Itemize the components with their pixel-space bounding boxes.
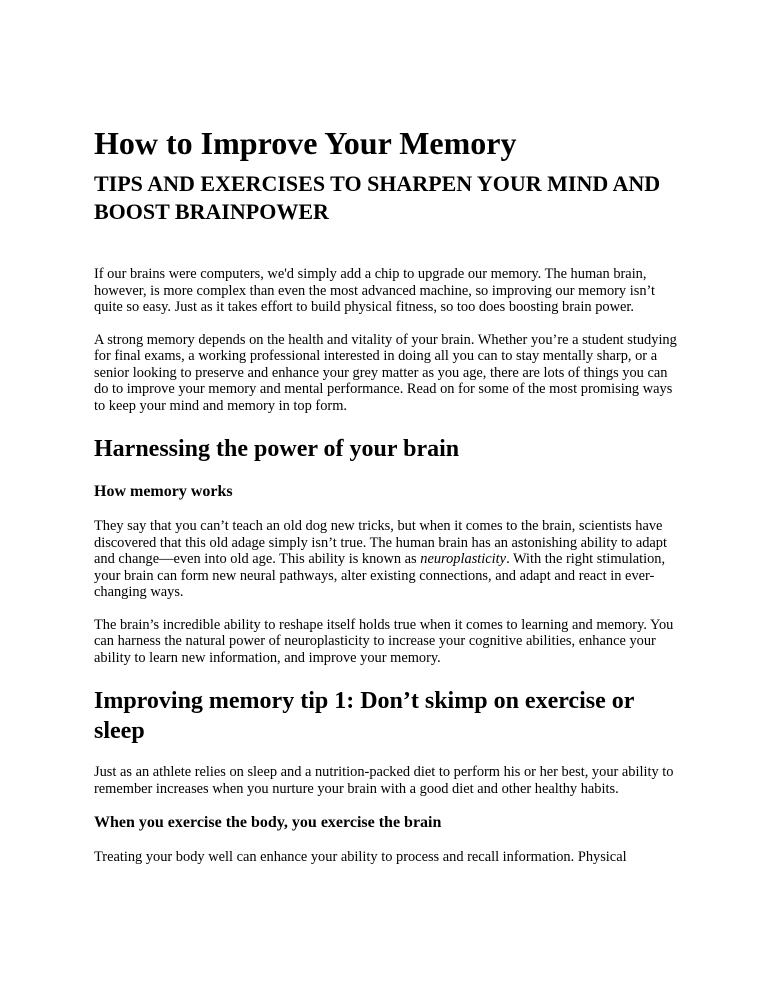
learning-memory-paragraph: The brain’s incredible ability to reshape itself holds true when it comes to learning and memory. You can harness the natural power of neuroplasticity to increase your cognitive abilities, enhance your ability to learn new information, and improve your memory. (94, 616, 674, 666)
section-heading-brain-power: Harnessing the power of your brain (94, 436, 460, 462)
intro-paragraph-1: If our brains were computers, we'd simply add a chip to upgrade our memory. The human brain, however, is more complex than even the most advanced machine, so improving our memory isn’t quite so easy. Just as it takes effort to build physical fitness, so too does boosting brain power. (94, 266, 656, 315)
tip-1-paragraph: Just as an athlete relies on sleep and a nutrition-packed diet to perform his or her best, your ability to remember increases when you nurture your brain with a good diet and other healthy habits. (94, 764, 674, 797)
neuroplasticity-term: neuroplasticity (420, 551, 507, 567)
subheading-exercise-brain: When you exercise the body, you exercise the brain (94, 814, 442, 831)
intro-paragraph-2: A strong memory depends on the health and vitality of your brain. Whether you’re a student studying for final exams, a working professional interested in doing all you can to stay mentally sharp, or a senior looking to preserve and enhance your grey matter as you age, there are lots of things you can do to improve your memory and mental performance. Read on for some of the most promising ways to keep your mind and memory in top form. (94, 331, 677, 414)
page-subtitle: TIPS AND EXERCISES TO SHARPEN YOUR MIND AND BOOST BRAINPOWER (94, 171, 661, 224)
page-title: How to Improve Your Memory (94, 125, 517, 161)
neuroplasticity-text-after: . With the right stimulation, your brain can form new neural pathways, alter existing connections, and adapt and react in ever-changing ways. (94, 551, 666, 600)
neuroplasticity-text-before: They say that you can’t teach an old dog new tricks, but when it comes to the brain, scientists have discovered that this old adage simply isn’t true. The human brain has an astonishing ability to adapt and change—even into old age. This ability is known as (94, 518, 667, 567)
exercise-paragraph: Treating your body well can enhance your ability to process and recall information. Physical (94, 849, 627, 865)
section-heading-tip-1: Improving memory tip 1: Don’t skimp on exercise or sleep (94, 688, 634, 744)
subheading-how-memory-works: How memory works (94, 483, 233, 500)
neuroplasticity-paragraph (94, 518, 684, 601)
document-page (94, 124, 684, 882)
